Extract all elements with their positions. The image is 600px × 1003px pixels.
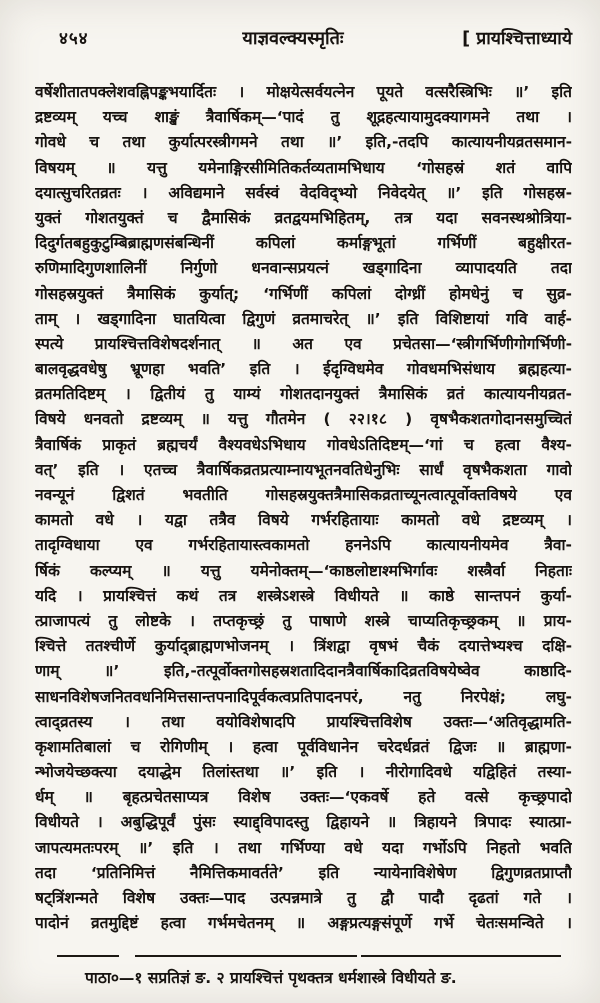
text-line: विधीयते । अबुद्धिपूर्वं पुंसः स्याद्द्विपादस्तु द्विहायने ॥ त्रिहायने त्रिपादः स्यात्प्रा- — [35, 813, 572, 832]
page-number: ४५४ — [59, 29, 89, 49]
text-line: स्पत्ये प्रायश्चित्तविशेषदर्शनात् ॥ अत एव प्रचेतसा—‘स्त्रीगर्भिणीगोगर्भिणी- — [35, 334, 572, 353]
text-line: विषये धनवतो द्रष्टव्यम् ॥ यत्तु गौतमेन ( २२।१८ ) वृषभैकशतगोदानसमुच्चितं — [35, 410, 572, 429]
separator-segment — [57, 955, 119, 957]
text-line: बालवृद्धवधेषु भ्रूणहा भवति’ इति । ईदृग्विधमेव गोवधमभिसंधाय ब्रह्महत्या- — [35, 360, 572, 379]
text-line: त्वाद्व्रतस्य । तथा वयोविशेषादपि प्रायश्चित्तविशेष उक्तः—‘अतिवृद्धामति- — [35, 712, 572, 731]
text-line: रुणिमादिगुणशालिनीं निर्गुणो धनवान्सप्रयत्नं खड्गादिना व्यापादयति तदा — [35, 259, 572, 278]
text-line: जापत्यमतःपरम् ॥’ इति । तथा गर्भिण्या वधे यदा गर्भोऽपि निहतो भवति — [35, 838, 572, 857]
text-line: नवन्यूनं द्विशतं भवतीति गोसहस्रयुक्तत्रैमासिकव्रताच्यूनत्वात्पूर्वोक्तविषये एव — [35, 486, 572, 504]
text-line: णाम् ॥’ इति,-तत्पूर्वोक्तगोसहस्रशतादिदानत्रैवार्षिकादिव्रतविषयेष्वेव काष्ठादि- — [35, 662, 572, 681]
text-line: कामतो वधे । यद्वा तत्रैव विषये गर्भरहितायाः कामतो वधे द्रष्टव्यम् । — [35, 511, 572, 530]
text-line: न्भोजयेच्छक्त्या दयाद्धेम तिलांस्तथा ॥’ इति । नीरोगादिवधे यद्विहितं तस्या- — [35, 763, 572, 782]
body-text — [35, 80, 572, 936]
text-line: तदा ‘प्रतिनिमित्तं नैमित्तिकमावर्तते’ इति न्यायेनाविशेषेण द्विगुणव्रतप्राप्तौ — [35, 863, 572, 882]
text-line: गोसहस्रयुक्तं त्रैमासिकं कुर्यात्; ‘गर्भिणीं कपिलां दोग्ध्रीं होमधेनुं च सुव्र- — [35, 284, 572, 303]
page-header — [35, 26, 572, 50]
text-line: युक्तं गोशतयुक्तं च द्वैमासिकं व्रतद्वयमभिहितम्, तत्र यदा सवनस्थश्रोत्रिया- — [35, 208, 572, 227]
chapter-header: [ प्रायश्चित्ताध्याये — [462, 29, 572, 49]
text-line: कृशामतिबालां च रोगिणीम् । हत्वा पूर्वविधानेन चरेदर्धव्रतं द्विजः ॥ ब्राह्मणा- — [35, 737, 572, 756]
text-line: वर्षेशीतातपक्लेशवह्निपङ्कभयार्दितः । मोक्षयेत्सर्वयत्नेन पूयते वत्सरैस्त्रिभिः ॥’ इति — [35, 83, 572, 101]
text-line: षट्त्रिंशन्मते विशेष उक्तः—पाद उत्पन्नमात्रे तु द्वौ पादौ दृढतां गते । — [35, 889, 572, 907]
footnote-text: पाठा०—१ सप्रतिज्ञं ङ. २ प्रायश्चित्तं पृथक्तत्र धर्मशास्त्रे विधीयते ङ. — [85, 969, 457, 987]
text-line: विषयम् ॥ यत्तु यमेनाङ्गिरसीमितिकर्तव्यतामभिधाय ‘गोसहस्रं शतं वापि — [35, 158, 572, 177]
text-line: द्रष्टव्यम् यच्च शाङ्खं त्रैवार्षिकम्—‘पादं तु शूद्रहत्यायामुदक्यागमने तथा । — [35, 108, 572, 127]
text-line: र्षिकं कल्प्यम् ॥ यत्तु यमेनोक्तम्—‘काष्ठलोष्टाश्मभिर्गावः शस्त्रैर्वा निहताः — [35, 561, 572, 580]
text-line: त्प्राजापत्यं तु लोष्टके । तप्तकृच्छ्रं तु पाषाणे शस्त्रे चाप्यतिकृच्छ्रकम् ॥ प्राय- — [35, 611, 572, 630]
text-line: वत्’ इति । एतच्च त्रैवार्षिकव्रतप्रत्याम्नायभूतनवतिधेनुभिः सार्धं वृषभैकशता गावो — [35, 460, 572, 479]
text-line: दिदुर्गतबहुकुटुम्बिब्राह्मणसंबन्धिनीं कपिलां कर्माङ्गभूतां गर्भिणीं बहुक्षीरत- — [35, 234, 572, 253]
text-line: दयात्सुचरितव्रतः । अविद्यमाने सर्वस्वं वेदविद्भ्यो निवेदयेत् ॥’ इति गोसहस्र- — [35, 183, 572, 202]
separator-segment — [361, 955, 561, 957]
text-line: साधनविशेषजनितवधनिमित्तसान्तपनादिपूर्वकत्वप्रतिपादनपरं, नतु निरपेक्षं; लघु- — [35, 687, 572, 706]
separator-segment — [135, 955, 357, 957]
text-line: व्रतमतिदिष्टम् । द्वितीयं तु याम्यं गोशतदानयुक्तं त्रैमासिकं व्रतं कात्यायनीयव्रत- — [35, 385, 572, 404]
book-title: याज्ञवल्क्यस्मृतिः — [242, 28, 344, 49]
text-line: तादृग्विधाया एव गर्भरहितायास्त्वकामतो हननेऽपि कात्यायनीयमेव त्रैवा- — [35, 536, 572, 555]
text-line: श्चित्ते ततश्चीर्णे कुर्याद्ब्राह्मणभोजनम् । त्रिंशद्वा वृषभं चैकं दयात्तेभ्यश्च दक्षि- — [35, 637, 572, 656]
text-line: र्धम् ॥ बृहत्प्रचेतसाप्यत्र विशेष उक्तः—‘एकवर्षे हते वत्से कृच्छ्रपादो — [35, 788, 572, 807]
text-line: पादोनं व्रतमुद्दिष्टं हत्वा गर्भमचेतनम् ॥ अङ्गप्रत्यङ्गसंपूर्णे गर्भे चेतःसमन्विते । — [35, 914, 572, 933]
footnote-separator — [35, 955, 572, 958]
text-line: त्रैवार्षिकं प्राकृतं ब्रह्मचर्यं वैश्यवधेऽभिधाय गोवधेऽतिदिष्टम्—‘गां च हत्वा वैश्य- — [35, 435, 572, 454]
text-line: गोवधे च तथा कुर्यात्परस्त्रीगमने तथा ॥’ इति,-तदपि कात्यायनीयव्रतसमान- — [35, 133, 572, 152]
text-line: यदि । प्रायश्चित्तं कथं तत्र शस्त्रेऽशस्त्रे विधीयते ॥ काष्ठे सान्तपनं कुर्या- — [35, 586, 572, 605]
text-line: ताम् । खड्गादिना घातयित्वा द्विगुणं व्रतमाचरेत् ॥’ इति विशिष्टायां गवि वार्ह- — [35, 309, 572, 328]
